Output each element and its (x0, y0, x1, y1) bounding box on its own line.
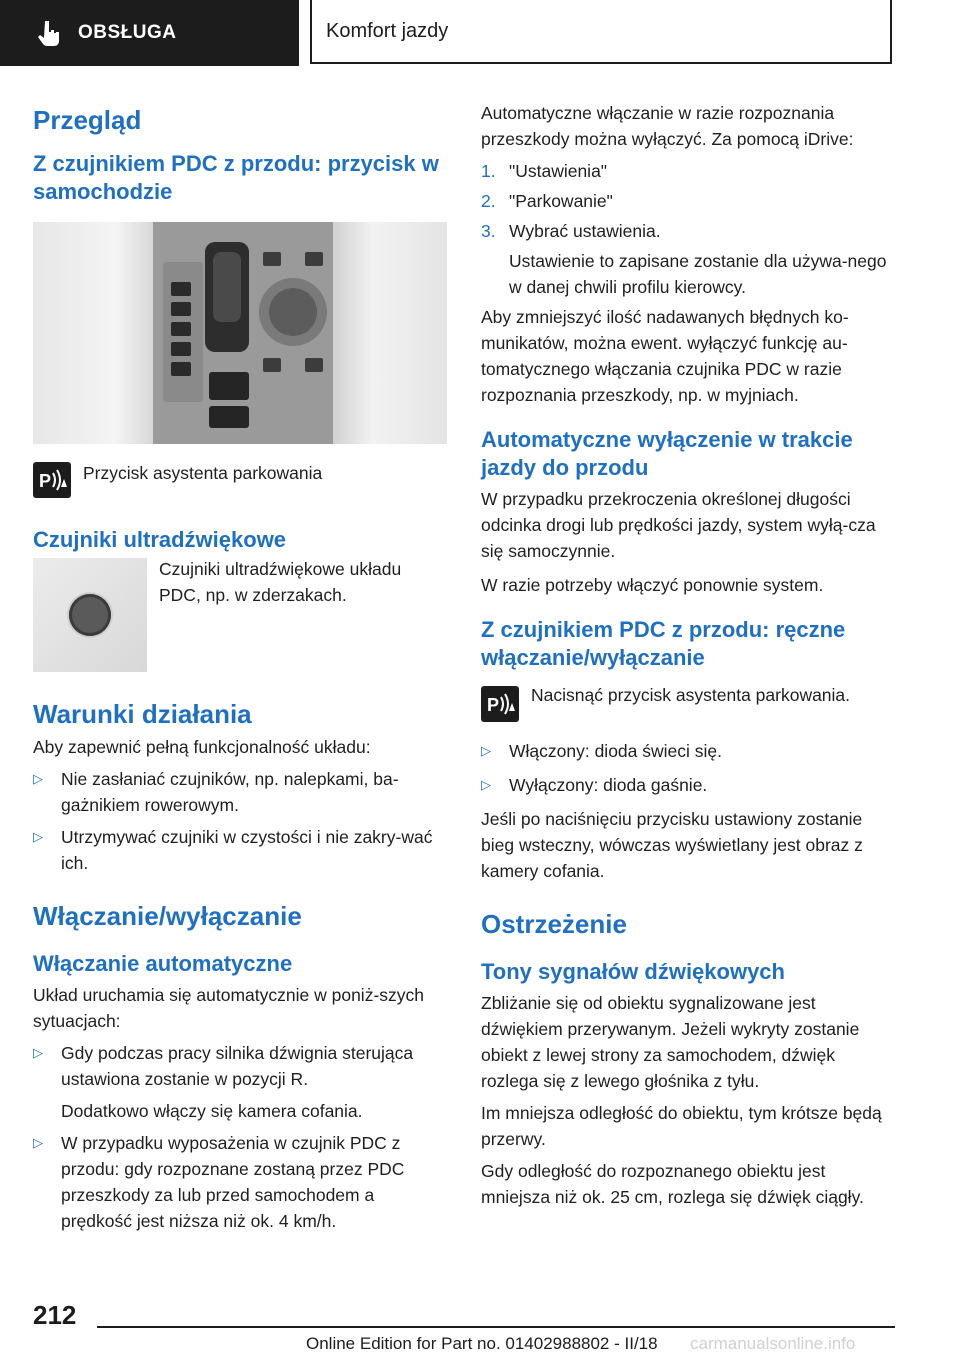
gear-console-photo (33, 222, 447, 444)
manual-row (481, 686, 895, 722)
auto-off-text-2: W razie potrzeby włączyć ponownie system. (481, 575, 824, 595)
button-caption-row (33, 462, 447, 498)
reverse-text: Jeśli po naciśnięciu przycisku ustawiony zostanie bieg wsteczny, wówczas wyświetlany jest obraz z kamery cofania. (481, 809, 863, 881)
pdc-button-icon (481, 686, 519, 722)
edition-line: Online Edition for Part no. 01402988802 - II/18 (306, 1334, 658, 1353)
bullet-triangle-icon: ▷ (33, 1045, 43, 1060)
list-item (481, 738, 895, 764)
tones-text-2: Im mniejsza odległość do obiektu, tym krótsze będą przerwy. (481, 1103, 882, 1149)
section-tab (0, 0, 299, 66)
bullet-triangle-icon: ▷ (33, 829, 43, 844)
step-text: Wybrać ustawienia. (509, 221, 661, 241)
list-item (33, 1040, 447, 1092)
chapter-tab (310, 0, 892, 64)
heading-overview: Przegląd (33, 105, 142, 135)
sensors-text: Czujniki ultradźwiękowe układu PDC, np. w zderzakach. (159, 559, 402, 605)
step-number: 2. (481, 191, 496, 211)
list-item (33, 1130, 447, 1234)
auto-off-text: W przypadku przekroczenia określonej długości odcinka drogi lub prędkości jazdy, system wyłą-cza się samoczynnie. (481, 489, 876, 561)
auto-intro: Układ uruchamia się automatycznie w poniż-szych sytuacjach: (33, 985, 424, 1031)
svg-text:P: P (487, 695, 500, 715)
heading-front-button: Z czujnikiem PDC z przodu: przycisk w samochodzie (33, 151, 439, 204)
svg-text:P: P (39, 471, 52, 491)
auto-bullet-1-extra: Dodatkowo włączy się kamera cofania. (61, 1101, 363, 1121)
right-column (481, 100, 895, 1210)
condition-bullet-2: Utrzymywać czujniki w czystości i nie zakry-wać ich. (61, 827, 433, 873)
heading-auto: Włączanie automatyczne (33, 951, 293, 976)
bullet-triangle-icon: ▷ (481, 743, 491, 758)
watermark: carmanualsonline.info (690, 1334, 856, 1353)
left-column (33, 100, 447, 1234)
step-note: Ustawienie to zapisane zostanie dla używa-nego w danej chwili profilu kierowcy. (509, 251, 887, 297)
footer-divider (97, 1326, 895, 1328)
sensor-photo (33, 558, 147, 672)
list-item (481, 218, 895, 244)
bullet-triangle-icon: ▷ (33, 1135, 43, 1150)
heading-sensors: Czujniki ultradźwiękowe (33, 527, 287, 552)
sensors-row (33, 558, 447, 672)
tones-text-1: Zbliżanie się od obiektu sygnalizowane jest dźwiękiem przerywanym. Jeżeli wykryty zostanie obiekt z lewej strony za samochodem, dźwięk rozlega się z lewego głośnika z tyłu. (481, 993, 860, 1091)
heading-manual: Z czujnikiem PDC z przodu: ręczne włączanie/wyłączanie (481, 617, 846, 670)
list-item (481, 158, 895, 184)
manual-text: Nacisnąć przycisk asystenta parkowania. (531, 685, 851, 705)
list-item (33, 824, 447, 876)
console-illustration (33, 222, 447, 444)
hand-pointer-icon (34, 18, 64, 48)
bullet-triangle-icon: ▷ (481, 777, 491, 792)
bullet-triangle-icon: ▷ (33, 771, 43, 786)
page-header (0, 0, 960, 66)
reduce-text: Aby zmniejszyć ilość nadawanych błędnych ko-munikatów, można ewent. wyłączyć funkcję au-tomatycznego włączania czujnika PDC w razie rozpoznania przeszkody, np. w myjniach. (481, 307, 849, 405)
manual-bullet-off: Wyłączony: dioda gaśnie. (509, 775, 708, 795)
list-item (481, 188, 895, 214)
heading-conditions: Warunki działania (33, 699, 252, 729)
list-item (481, 772, 895, 798)
manual-bullet-on: Włączony: dioda świeci się. (509, 741, 722, 761)
button-caption: Przycisk asystenta parkowania (83, 463, 323, 483)
step-text: "Parkowanie" (509, 191, 613, 211)
chapter-tab-label: Komfort jazdy (326, 19, 449, 42)
pdc-button-icon (33, 462, 71, 498)
heading-auto-off: Automatyczne wyłączenie w trakcie jazdy do przodu (481, 427, 853, 480)
condition-bullet-1: Nie zasłaniać czujników, np. nalepkami, ba-gażnikiem rowerowym. (61, 769, 399, 815)
heading-onoff: Włączanie/wyłączanie (33, 901, 302, 931)
step-text: "Ustawienia" (509, 161, 608, 181)
tones-text-3: Gdy odległość do rozpoznanego obiektu jest mniejsza niż ok. 25 cm, rozlega się dźwięk ciągły. (481, 1161, 864, 1207)
step-number: 3. (481, 221, 496, 241)
heading-tones: Tony sygnałów dźwiękowych (481, 959, 785, 984)
conditions-intro: Aby zapewnić pełną funkcjonalność układu: (33, 737, 371, 757)
sensor-icon (69, 594, 111, 636)
heading-warning: Ostrzeżenie (481, 909, 627, 939)
auto-bullet-1: Gdy podczas pracy silnika dźwignia sterująca ustawiona zostanie w pozycji R. (61, 1043, 414, 1089)
auto-bullet-2: W przypadku wyposażenia w czujnik PDC z przodu: gdy rozpoznane zostaną przez PDC przeszkody za lub przed samochodem a prędkość jest niższa niż ok. 4 km/h. (61, 1133, 405, 1231)
list-item (33, 766, 447, 818)
section-tab-label: OBSŁUGA (78, 22, 177, 43)
page-number: 212 (33, 1300, 77, 1330)
step-number: 1. (481, 161, 496, 181)
idrive-intro: Automatyczne włączanie w razie rozpoznania przeszkody można wyłączyć. Za pomocą iDrive: (481, 103, 854, 149)
